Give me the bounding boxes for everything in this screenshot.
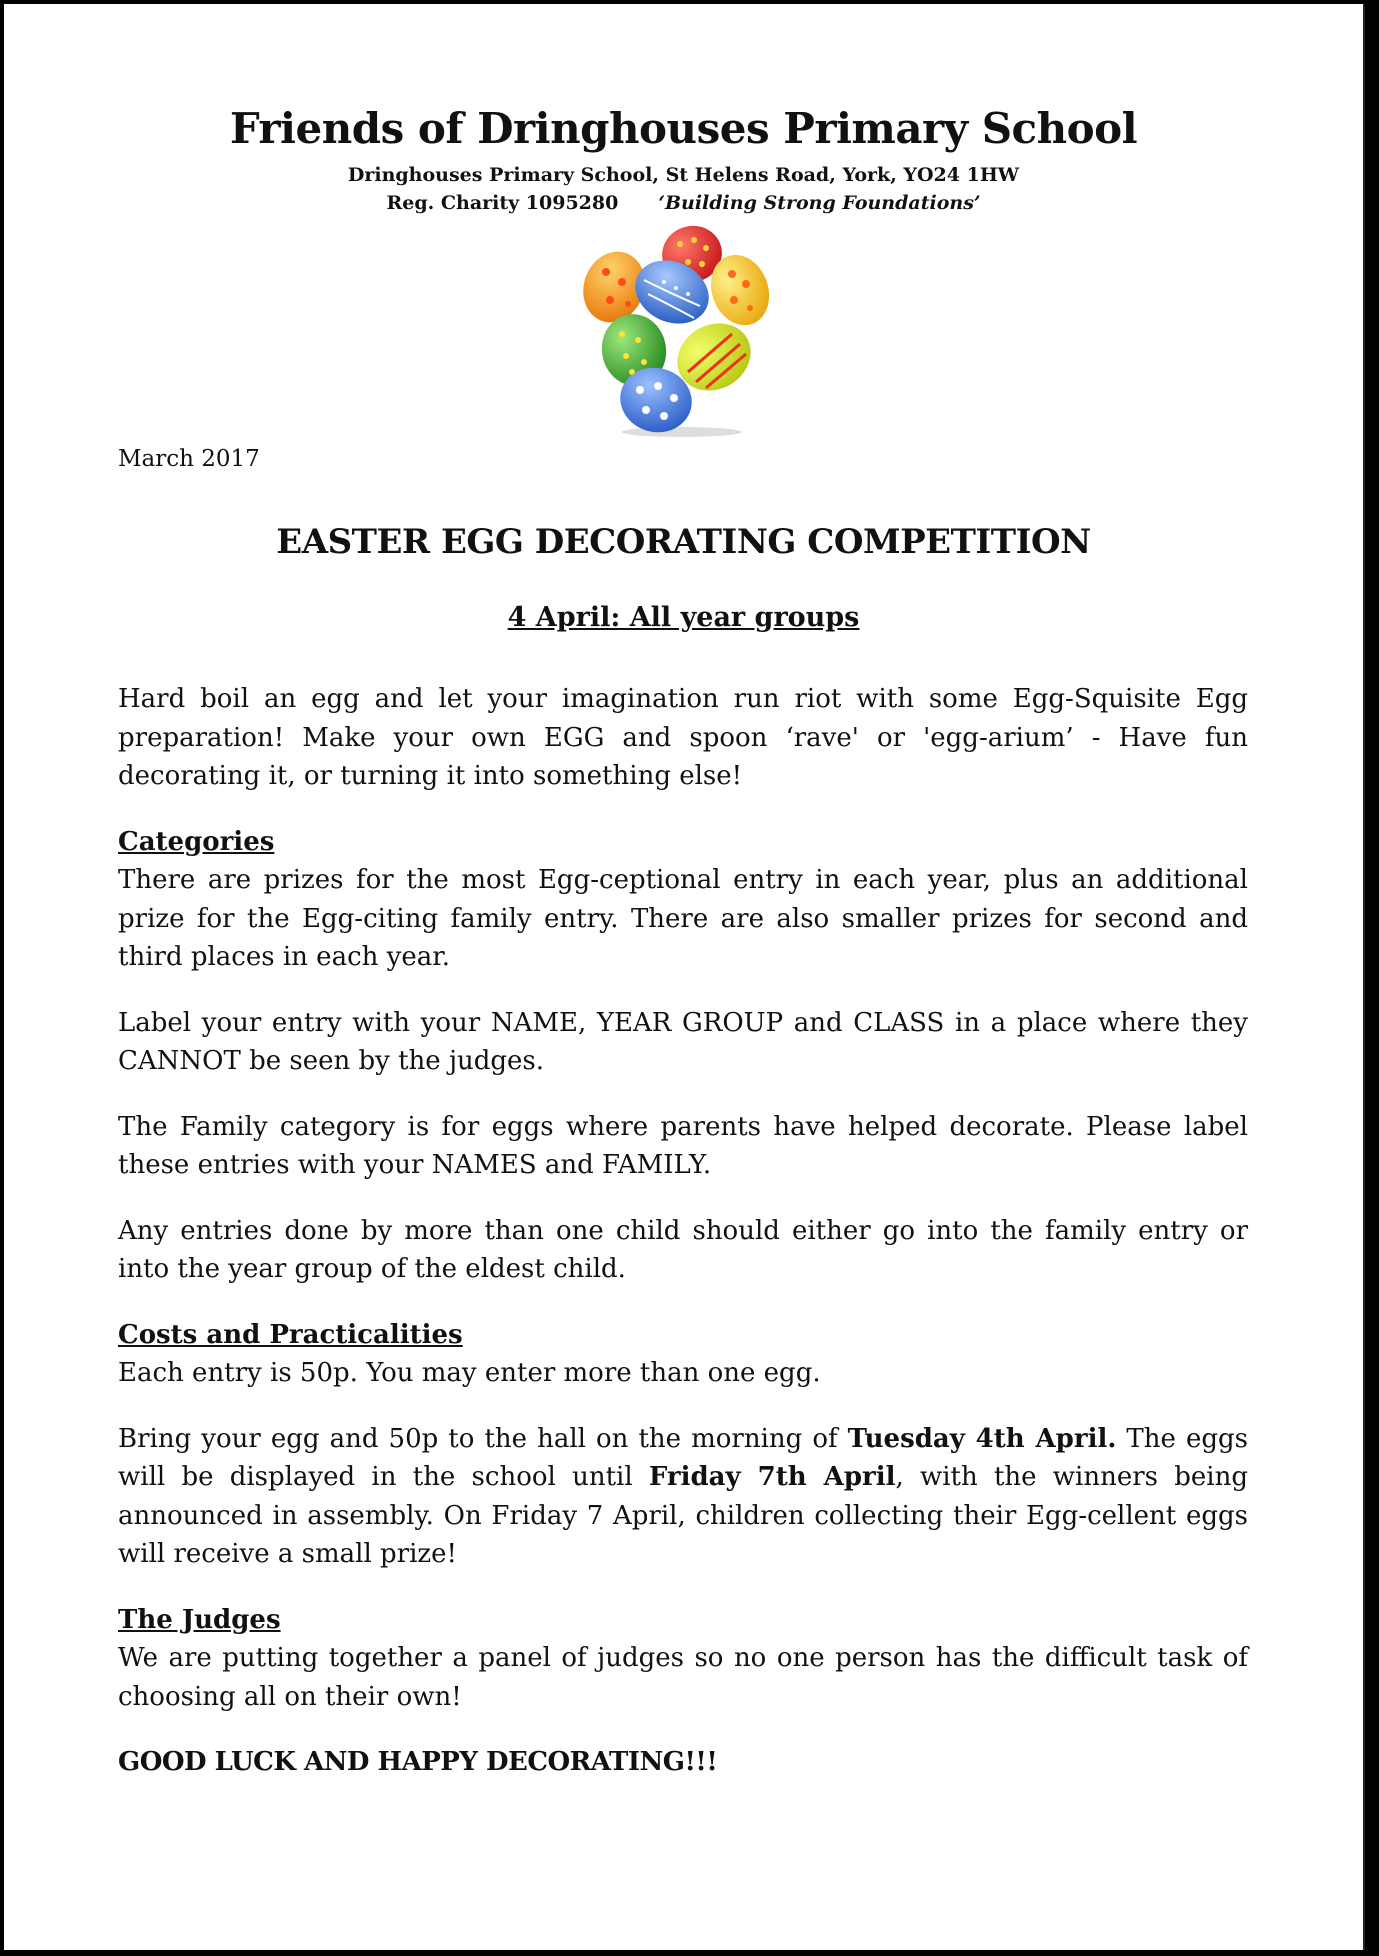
categories-paragraph-1: There are prizes for the most Egg-ceptional entry in each year, plus an additional prize for the Egg-citing family entry. There are also smaller prizes for second and third places in each year. — [118, 865, 1248, 972]
intro-paragraph: Hard boil an egg and let your imagination run riot with some Egg-Squisite Egg preparation! Make your own EGG and spoon ‘rave' or 'egg-arium’ - Have fun decorating it, or turning it into something else! — [118, 684, 1248, 791]
costs-p2-tuesday: Tuesday 4th April. — [847, 1423, 1117, 1454]
categories-heading: Categories — [118, 826, 275, 857]
costs-heading: Costs and Practicalities — [118, 1319, 463, 1350]
organisation-address: Dringhouses Primary School, St Helens Road, York, YO24 1HW — [347, 164, 1020, 186]
judges-heading: The Judges — [118, 1604, 281, 1635]
categories-paragraph-3: The Family category is for eggs where parents have helped decorate. Please label these entries with your NAMES and FAMILY. — [118, 1111, 1248, 1180]
costs-p2-part-a: Bring your egg and 50p to the hall on the morning of — [118, 1423, 848, 1454]
costs-p2-friday: Friday 7th April — [648, 1462, 896, 1492]
closing-line: GOOD LUCK AND HAPPY DECORATING!!! — [118, 1747, 718, 1777]
costs-paragraph-2 — [118, 1420, 1248, 1574]
costs-p2-part-c: The eggs will be displayed in the school until — [118, 1423, 1248, 1492]
costs-section — [118, 1316, 1248, 1393]
organisation-charity-line — [4, 192, 1363, 214]
organisation-motto: ‘Building Strong Foundations’ — [658, 192, 981, 214]
charity-number: Reg. Charity 1095280 — [386, 192, 619, 214]
letter-date: March 2017 — [118, 446, 260, 472]
document-page — [4, 4, 1365, 1950]
categories-section — [118, 823, 1248, 977]
categories-paragraph-4: Any entries done by more than one child should either go into the family entry or into the year group of the eldest child. — [118, 1215, 1248, 1284]
costs-paragraph-1: Each entry is 50p. You may enter more than one egg. — [118, 1358, 821, 1388]
competition-subtitle: 4 April: All year groups — [507, 602, 860, 633]
easter-eggs-icon — [572, 222, 782, 437]
categories-paragraph-2: Label your entry with your NAME, YEAR GROUP and CLASS in a place where they CANNOT be seen by the judges. — [118, 1007, 1248, 1076]
organisation-title: Friends of Dringhouses Primary School — [229, 104, 1138, 153]
letter-body — [118, 680, 1248, 1809]
costs-p2-part-e: , with the winners being announced in assembly. On Friday 7 April, children collecting their Egg-cellent eggs will receive a small prize! — [118, 1462, 1248, 1569]
judges-paragraph: We are putting together a panel of judges so no one person has the difficult task of choosing all on their own! — [118, 1643, 1248, 1712]
judges-section — [118, 1601, 1248, 1717]
competition-title: EASTER EGG DECORATING COMPETITION — [276, 522, 1091, 562]
